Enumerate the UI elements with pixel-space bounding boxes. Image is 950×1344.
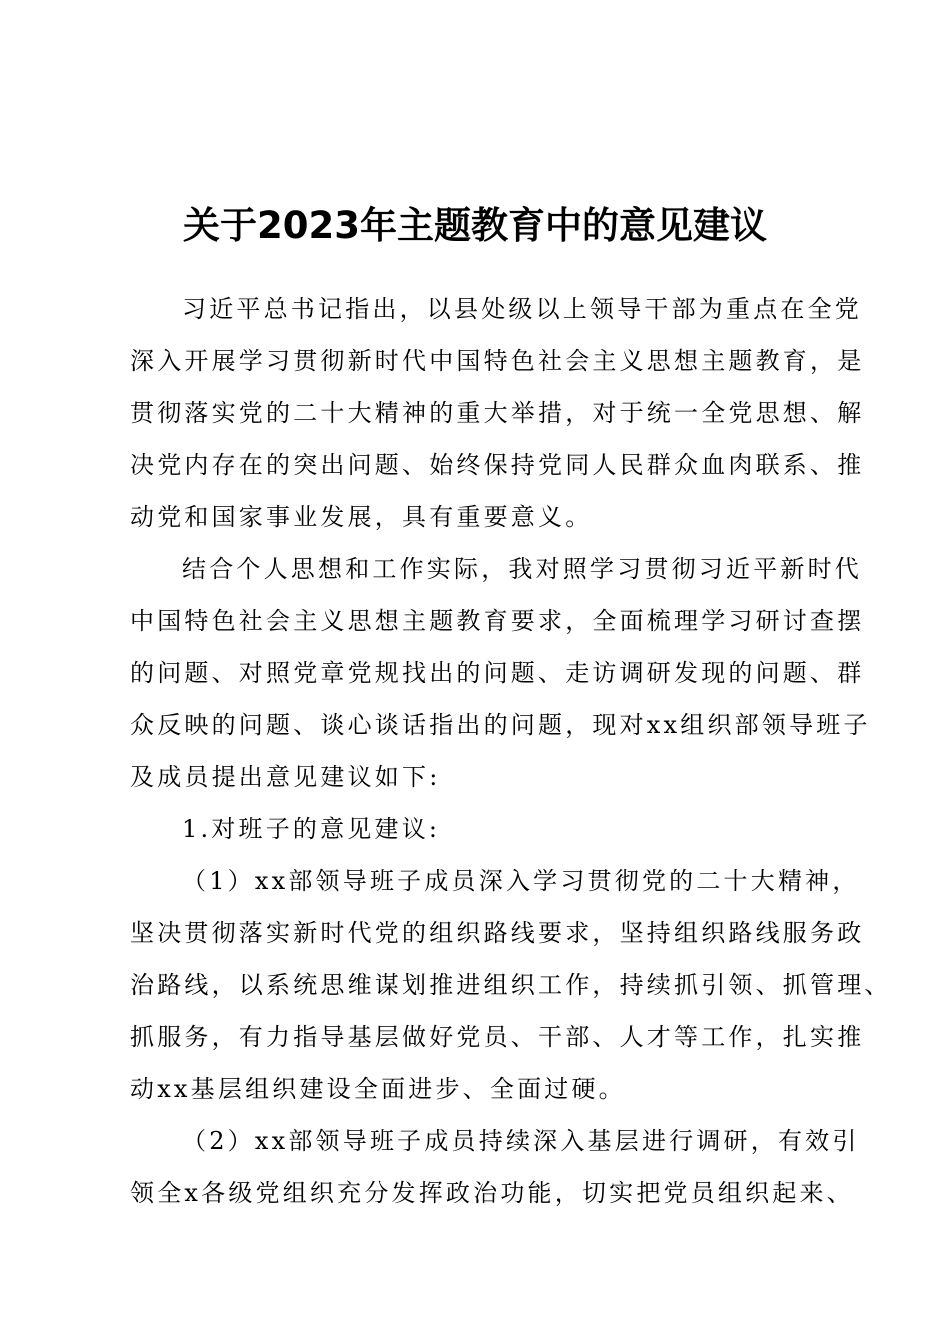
paragraph-line: 众反映的问题、谈心谈话指出的问题，现对xx组织部领导班子 <box>130 711 871 739</box>
paragraph-line: 动党和国家事业发展，具有重要意义。 <box>130 503 593 531</box>
document-body <box>130 283 892 1219</box>
paragraph-line: 中国特色社会主义思想主题教育要求，全面梳理学习研讨查摆 <box>130 607 865 635</box>
section-heading: 1.对班子的意见建议: <box>182 815 441 843</box>
paragraph-line: （2）xx部领导班子成员持续深入基层进行调研，有效引 <box>182 1127 860 1155</box>
paragraph-line: 及成员提出意见建议如下: <box>130 763 441 791</box>
paragraph-line: 决党内存在的突出问题、始终保持党同人民群众血肉联系、推 <box>130 451 865 479</box>
document-title: 关于2023年主题教育中的意见建议 <box>183 204 767 247</box>
paragraph-line: 习近平总书记指出，以县处级以上领导干部为重点在全党 <box>182 295 862 323</box>
paragraph-line: 抓服务，有力指导基层做好党员、干部、人才等工作，扎实推 <box>130 1023 865 1051</box>
paragraph-line: 治路线，以系统思维谋划推进组织工作，持续抓引领、抓管理、 <box>130 971 892 999</box>
paragraph-line: 结合个人思想和工作实际，我对照学习贯彻习近平新时代 <box>182 555 862 583</box>
paragraph-line: （1）xx部领导班子成员深入学习贯彻党的二十大精神， <box>182 867 860 895</box>
paragraph-line: 深入开展学习贯彻新时代中国特色社会主义思想主题教育，是 <box>130 347 865 375</box>
paragraph-line: 贯彻落实党的二十大精神的重大举措，对于统一全党思想、解 <box>130 399 865 427</box>
paragraph-line: 坚决贯彻落实新时代党的组织路线要求，坚持组织路线服务政 <box>130 919 865 947</box>
paragraph-line: 领全x各级党组织充分发挥政治功能，切实把党员组织起来、 <box>130 1179 854 1207</box>
paragraph-line: 的问题、对照党章党规找出的问题、走访调研发现的问题、群 <box>130 659 865 687</box>
paragraph-line: 动xx基层组织建设全面进步、全面过硬。 <box>130 1075 626 1103</box>
